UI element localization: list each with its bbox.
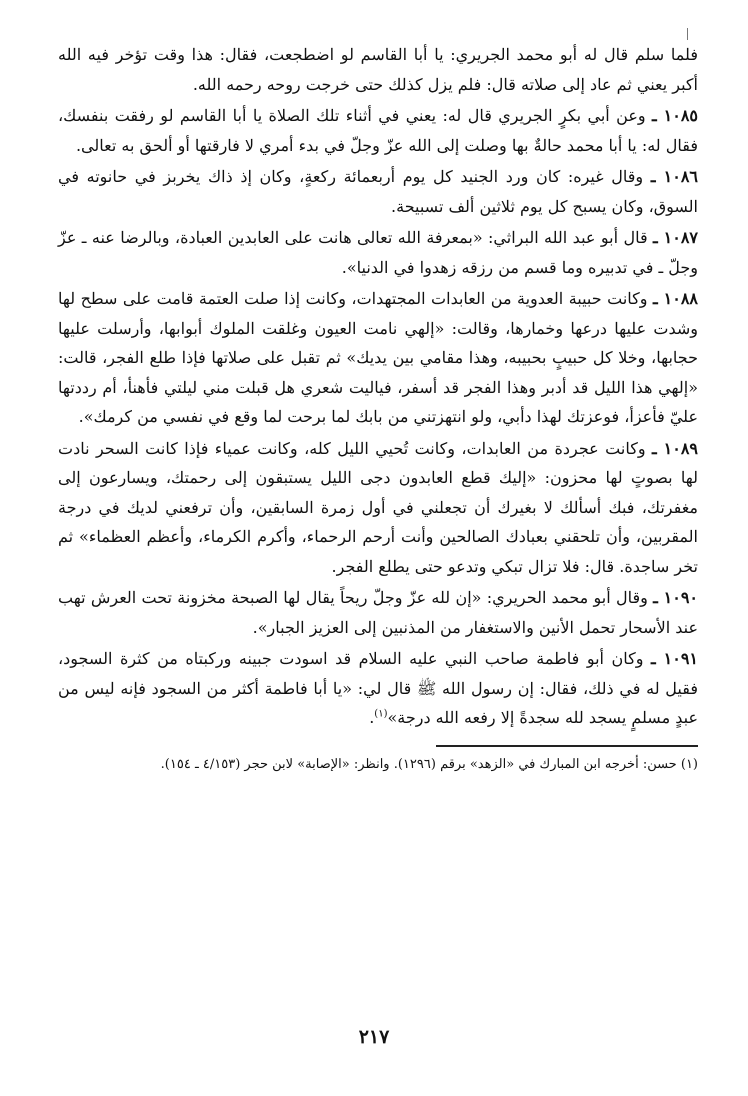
footnote: (١) حسن: أخرجه ابن المبارك في «الزهد» برقم (١٢٩٦). وانظر: «الإصابة» لابن حجر (٤/١٥٣ ـ ١٥٤). [160,756,698,772]
paragraph-number: ١٠٨٧ ـ [653,228,698,247]
paragraph-text: فلما سلم قال له أبو محمد الجريري: يا أبا القاسم لو اضطجعت، فقال: هذا وقت تؤخر فيه الله أكبر يعني ثم عاد إلى صلاته قال: فلم يزل كذلك حتى خرجت روحه رحمه الله. [58,45,698,94]
paragraph-text: وكانت عجردة من العابدات، وكانت تُحيي الليل كله، وكانت عمياء فإذا كانت السحر نادت لها بصوتٍ لها محزون: «إليك قطع العابدون دجى الليل يستبقون إلى رحمتك، ويسارعون إلى مغفرتك، فبك أسألك لا بغيرك أن تجعلني في أول زمرة السابقين، وأن ترفعني لديك في درجة المقربين، وأن تلحقني بعبادك الصالحين وأنت أرحم الرحماء، وأكرم الكرماء، وأعظم العظماء» ثم تخر ساجدة. قال: فلا تزال تبكي وتدعو حتى يطلع الفجر. [58,438,699,576]
paragraph-number: ١٠٨٨ ـ [652,289,699,308]
paragraph-number: ١٠٨٥ ـ [652,106,698,125]
margin-mark [687,28,688,40]
paragraph-1089 [58,434,698,582]
paragraph-1086 [58,162,698,221]
paragraph-text: وعن أبي بكرٍ الجريري قال له: يعني في أثناء تلك الصلاة يا أبا القاسم لو رفقت بنفسك، فقال له: يا أبا محمد حالةٌ بها وصلت إلى الله عزّ وجلّ في بدء أمري لا فارقتها أو ألحق به تعالى. [58,106,698,155]
paragraph-text: وقال غيره: كان ورد الجنيد كل يوم أربعمائة ركعةٍ، وكان إذ ذاك يخربز في حانوته في السوق، وكان يسبح كل يوم ثلاثين ألف تسبيحة. [58,167,698,216]
paragraph-continuation [58,40,698,99]
paragraph-number: ١٠٩٠ ـ [653,588,698,607]
paragraph-1091 [58,644,698,733]
document-page [58,40,698,1080]
footnote-divider [436,745,698,747]
paragraph-1090 [58,583,698,642]
paragraph-1088 [58,284,698,432]
paragraph-text: قال أبو عبد الله البراثي: «بمعرفة الله تعالى هانت على العابدين العبادة، وبالرضا عنه ـ عزّ وجلّ ـ في تدبيره وما قسم من رزقه زهدوا في الدنيا». [58,228,698,277]
paragraph-1085 [58,101,698,160]
paragraph-1087 [58,223,698,282]
page-number: ٢١٧ [358,1026,390,1048]
paragraph-number: ١٠٨٦ ـ [650,167,699,186]
footnote-reference[interactable]: (١) [374,708,388,720]
paragraph-text: وكان أبو فاطمة صاحب النبي عليه السلام قد اسودت جبينه وركبتاه من كثرة السجود، فقيل له في ذلك، فقال: إن رسول الله ﷺ قال لي: «يا أبا فاطمة أكثر من السجود فإنه ليس من عبدٍ مسلمٍ يسجد لله سجدةً إلا رفعه الله درجة» [58,649,698,727]
paragraph-text: وقال أبو محمد الحريري: «إن لله عزّ وجلّ ريحاً يقال لها الصبحة مخزونة تحت العرش تهب عند الأسحار تحمل الأنين والاستغفار من المذنبين إلى العزيز الجبار». [58,588,698,637]
paragraph-number: ١٠٨٩ ـ [652,438,698,458]
paragraph-text: وكانت حبيبة العدوية من العابدات المجتهدات، وكانت إذا صلت العتمة قامت على سطح لها وشدت عليها درعها وخمارها، وقالت: «إلهي نامت العيون وغلقت الملوك أبوابها، وأرسلت عليها حجابها، وخلا كل حبيبٍ بحبيبه، وهذا مقامي بين يديك» ثم تقبل على صلاتها فإذا طلع الفجر، قالت: «إلهي هذا الليل قد أدبر وهذا الفجر قد أسفر، فياليت شعري هل قبلت مني ليلتي فأهنأ، أم رددتها عليّ فأعزأ، فوعزتك لهذا دأبي، ولو انتهزتني من بابك لما برحت لما وقع في نفسي من كرمك». [58,289,698,426]
paragraph-end: . [369,708,375,727]
paragraph-number: ١٠٩١ ـ [650,649,698,668]
